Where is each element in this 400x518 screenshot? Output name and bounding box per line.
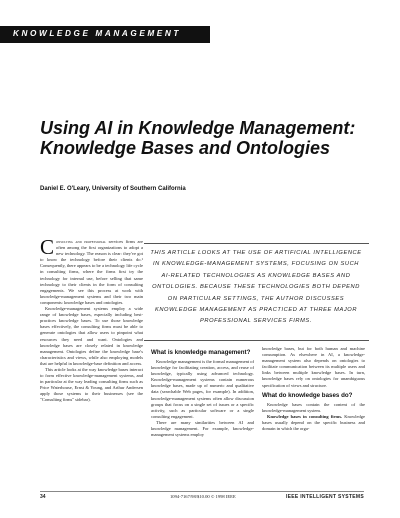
body-paragraph: Knowledge-management systems employ a wide range of knowledge bases, especially including best-practices knowledge bases. To use those knowledge bases effectively, the consulting firms must be able to generate ontologies that allow users to pinpoint what resources they need and want. Ontologies and knowledge bases are closely related in knowledge management. Ontologies define the knowledge base's characteristics and views, while also employing models that are helpful in knowledge-base definition and access. [40, 306, 143, 366]
body-paragraph: Knowledge bases contain the content of the knowledge-management system. [262, 401, 365, 413]
section-banner-label: KNOWLEDGE MANAGEMENT [13, 29, 181, 38]
column-3 [262, 346, 365, 489]
section-banner [0, 26, 210, 43]
author-byline: Daniel E. O'Leary, University of Southern California [40, 186, 186, 192]
column-2 [151, 346, 254, 489]
footer-rule [40, 491, 364, 492]
body-paragraph: There are many similarities between AI and knowledge management. For example, knowledge-management systems employ [151, 419, 254, 438]
column-1 [40, 239, 143, 489]
pull-quote-bottom-rule [144, 340, 369, 341]
section-heading: What do knowledge bases do? [262, 391, 353, 399]
article-title: Using AI in Knowledge Management: Knowledge Bases and Ontologies [40, 118, 356, 158]
pull-quote-top-rule [144, 243, 369, 244]
body-paragraph: knowledge bases, but for both human and machine consumption. As elsewhere in AI, a knowledge-management system also depends on ontologies to facilitate communication between its multiple users and links between multiple knowledge bases. In turn, knowledge bases rely on ontologies for unambiguous specification of views and structure. [262, 346, 365, 388]
section-heading: What is knowledge management? [151, 349, 251, 356]
publication-name: IEEE INTELLIGENT SYSTEMS [285, 494, 364, 500]
intro-lead: onsulting and professional [56, 239, 107, 244]
page-number: 34 [40, 494, 46, 500]
issn-line: 1094-7167/98/$10.00 © 1998 IEEE [170, 494, 236, 499]
run-in-heading: Knowledge bases in consulting firms. [267, 413, 343, 419]
body-text: Knowledge bases usually depend on the specific business and domain in which the orga- [262, 413, 365, 432]
pull-quote: THIS ARTICLE LOOKS AT THE USE OF ARTIFICIAL INTELLIGENCE IN KNOWLEDGE-MANAGEMENT SYSTEMS, FOCUSING ON SUCH AI-RELATED TECHNOLOGIES AS KNOWLEDGE BASES AND ONTOLOGIES. BECAUSE THESE TECHNOLOGIES BOTH DEPEND ON PARTICULAR SETTINGS, THE AUTHOR DISCUSSES KNOWLEDGE MANAGEMENT AS PRACTICED AT THREE MAJOR PROFESSIONAL SERVICES FIRMS. [150, 250, 362, 325]
intro-paragraph [40, 239, 143, 306]
body-paragraph: Knowledge management is the formal management of knowledge for facilitating creation, access, and reuse of knowledge, typically using advanced technology. Knowledge-management systems contain numerous knowledge bases, made up of numeric and qualitative data (searchable Web pages, for example). In addition, knowledge-management systems often allow discussion groups that focus on a single set of issues or a specific activity, such as particular software or a single consulting engagement. [151, 359, 254, 419]
intro-text: services firms are often among the first organizations to adopt a new technology. The reason is clear: they've got to know the technology before their clients do.¹ Consequently, there appears to be a technology life cycle in consulting firms, where the firms first try the technology for internal use, before selling that same technology to their clients in the form of consulting engagements. We see this process at work with knowledge-management systems and their two main components: knowledge bases and ontologies. [40, 239, 143, 305]
drop-cap: C [40, 239, 55, 259]
body-paragraph: This article looks at the way knowledge bases interact to form effective knowledge-management systems, and in particular at the way leading consulting firms such as Price Waterhouse, Ernst & Young, and Arthur Andersen apply those systems to their businesses (see the "Consulting firms" sidebar). [40, 366, 143, 403]
body-paragraph [262, 414, 365, 432]
